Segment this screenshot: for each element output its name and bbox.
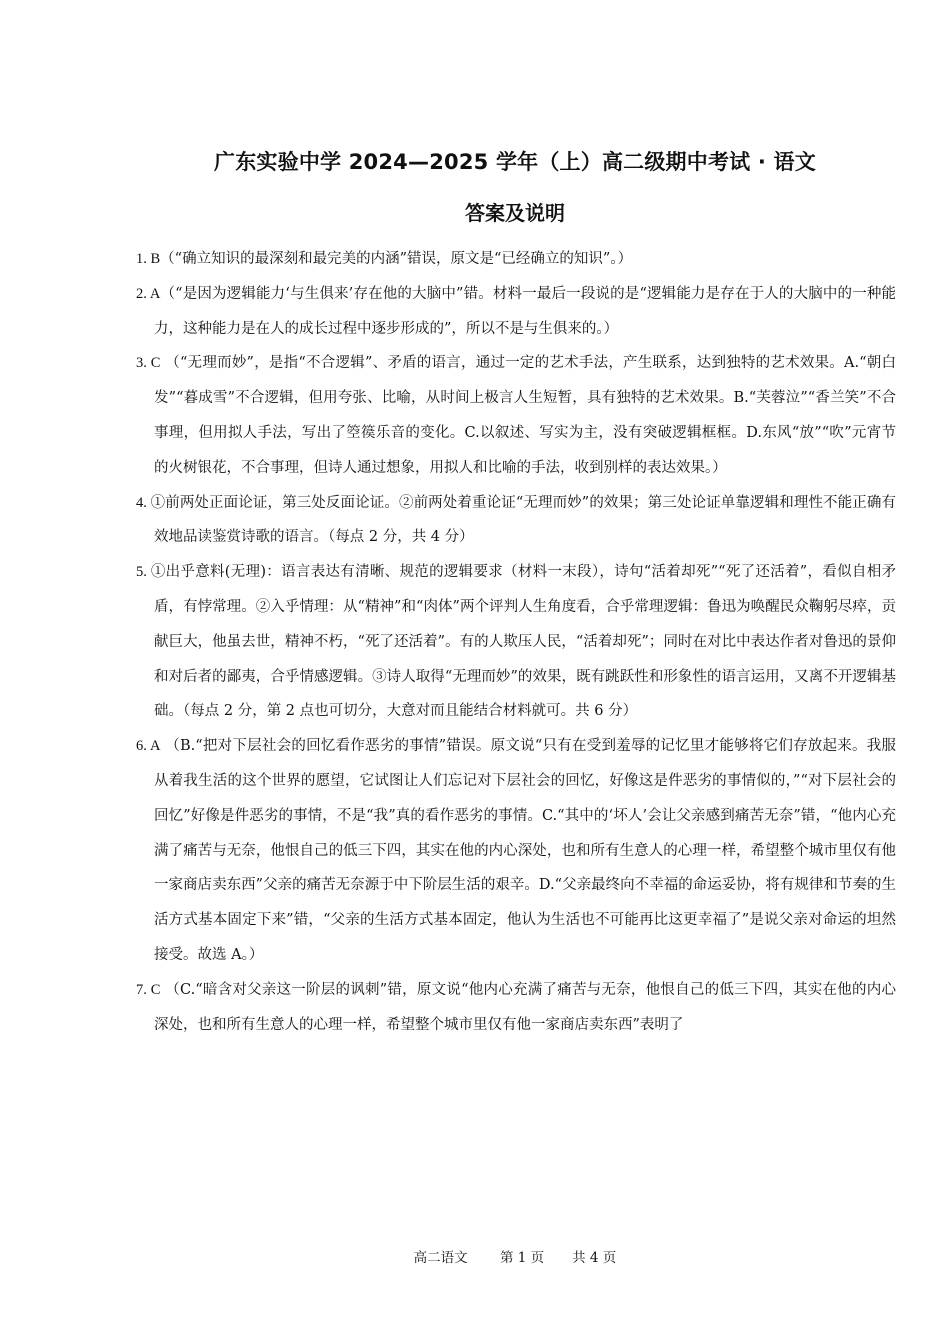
answer-text: （“是因为逻辑能力‘与生俱来’存在他的大脑中”错。材料一最后一段说的是“逻辑能力是存在于人的大脑中的一种能力，这种能力是在人的成长过程中逐步形成的”，所以不是与生俱来的。） <box>154 285 897 337</box>
answer-item-4 <box>136 486 896 556</box>
page-title: 广东实验中学 2024—2025 学年（上）高二级期中考试 · 语文 <box>214 150 816 174</box>
answer-text: ①前两处正面论证，第三处反面论证。②前两处着重论证“无理而妙”的效果；第三处论证单靠逻辑和理性不能正确有效地品读鉴赏诗歌的语言。（每点 2 分，共 4 分） <box>150 494 896 546</box>
answer-number: 3. C <box>136 355 161 372</box>
page-subtitle: 答案及说明 <box>465 201 565 225</box>
answer-text: （C.“暗含对父亲这一阶层的讽刺”错，原文说“他内心充满了痛苦与无奈，他恨自己的低三下四，其实在他的内心深处，也和所有生意人的心理一样，希望整个城市里仅有他一家商店卖东西”表明了 <box>154 981 897 1033</box>
footer-page-number: 第 1 页 <box>499 1250 545 1266</box>
footer-page-total: 共 4 页 <box>572 1250 617 1266</box>
answer-number: 7. C <box>136 981 161 998</box>
answer-text: ①出乎意料(无理)：语言表达有清晰、规范的逻辑要求（材料一末段），诗句“活着却死”“死了还活着”，看似自相矛盾，有悖常理。②入乎情理：从“精神”和“肉体”两个评判人生角度看，合乎常理逻辑：鲁迅为唤醒民众鞠躬尽瘁，贡献巨大，他虽去世，精神不朽，“死了还活着”。有的人欺压人民，“活着却死”；同时在对比中表达作者对鲁迅的景仰和对后者的鄙夷，合乎情感逻辑。③诗人取得“无理而妙”的效果，既有跳跃性和形象性的语言运用，又离不开逻辑基础。（每点 2 分，第 2 点也可切分，大意对而且能结合材料就可。共 6 分） <box>150 564 897 720</box>
answer-item-6 <box>136 729 896 973</box>
answer-number: 2. A <box>136 285 161 302</box>
answer-item-3 <box>136 346 896 485</box>
answer-number: 6. A <box>136 738 161 755</box>
answer-number: 5. <box>136 564 151 581</box>
page-footer <box>0 1246 950 1266</box>
answer-item-1 <box>136 242 896 277</box>
answer-item-5 <box>136 555 896 729</box>
answer-text: （“确立知识的最深刻和最完美的内涵”错误，原文是“已经确立的知识”。） <box>160 251 633 267</box>
answer-number: 4. <box>136 494 151 511</box>
answer-item-7 <box>136 973 896 1043</box>
answer-item-2 <box>136 277 896 347</box>
answer-list <box>136 242 896 1042</box>
footer-subject: 高二语文 <box>413 1250 468 1266</box>
answer-text: （B.“把对下层社会的回忆看作恶劣的事情”错误。原文说“只有在受到羞辱的记忆里才能够将它们存放起来。我服从着我生活的这个世界的愿望，它试图让人们忘记对下层社会的回忆，好像这是件恶劣的事情似的，”“对下层社会的回忆”好像是件恶劣的事情，不是“我”真的看作恶劣的事情。C.“其中的‘坏人’会让父亲感到痛苦无奈”错，“他内心充满了痛苦与无奈，他恨自己的低三下四，其实在他的内心深处，也和所有生意人的心理一样，希望整个城市里仅有他一家商店卖东西”父亲的痛苦无奈源于中下阶层生活的艰辛。D.“父亲最终向不幸福的命运妥协，将有规律和节奏的生活方式基本固定下来”错，“父亲的生活方式基本固定，他认为生活也不可能再比这更幸福了”是说父亲对命运的坦然接受。故选 A。） <box>154 738 897 963</box>
answer-text: （“无理而妙”，是指“不合逻辑”、矛盾的语言，通过一定的艺术手法，产生联系，达到独特的艺术效果。A.“朝白发”“暮成雪”不合逻辑，但用夸张、比喻，从时间上极言人生短暂，具有独特的艺术效果。B.“芙蓉泣”“香兰笑”不合事理，但用拟人手法，写出了箜篌乐音的变化。C.以叙述、写实为主，没有突破逻辑框框。D.东风“放”“吹”元宵节的火树银花，不合事理，但诗人通过想象，用拟人和比喻的手法，收到别样的表达效果。） <box>154 355 897 476</box>
answer-number: 1. B <box>136 251 161 267</box>
